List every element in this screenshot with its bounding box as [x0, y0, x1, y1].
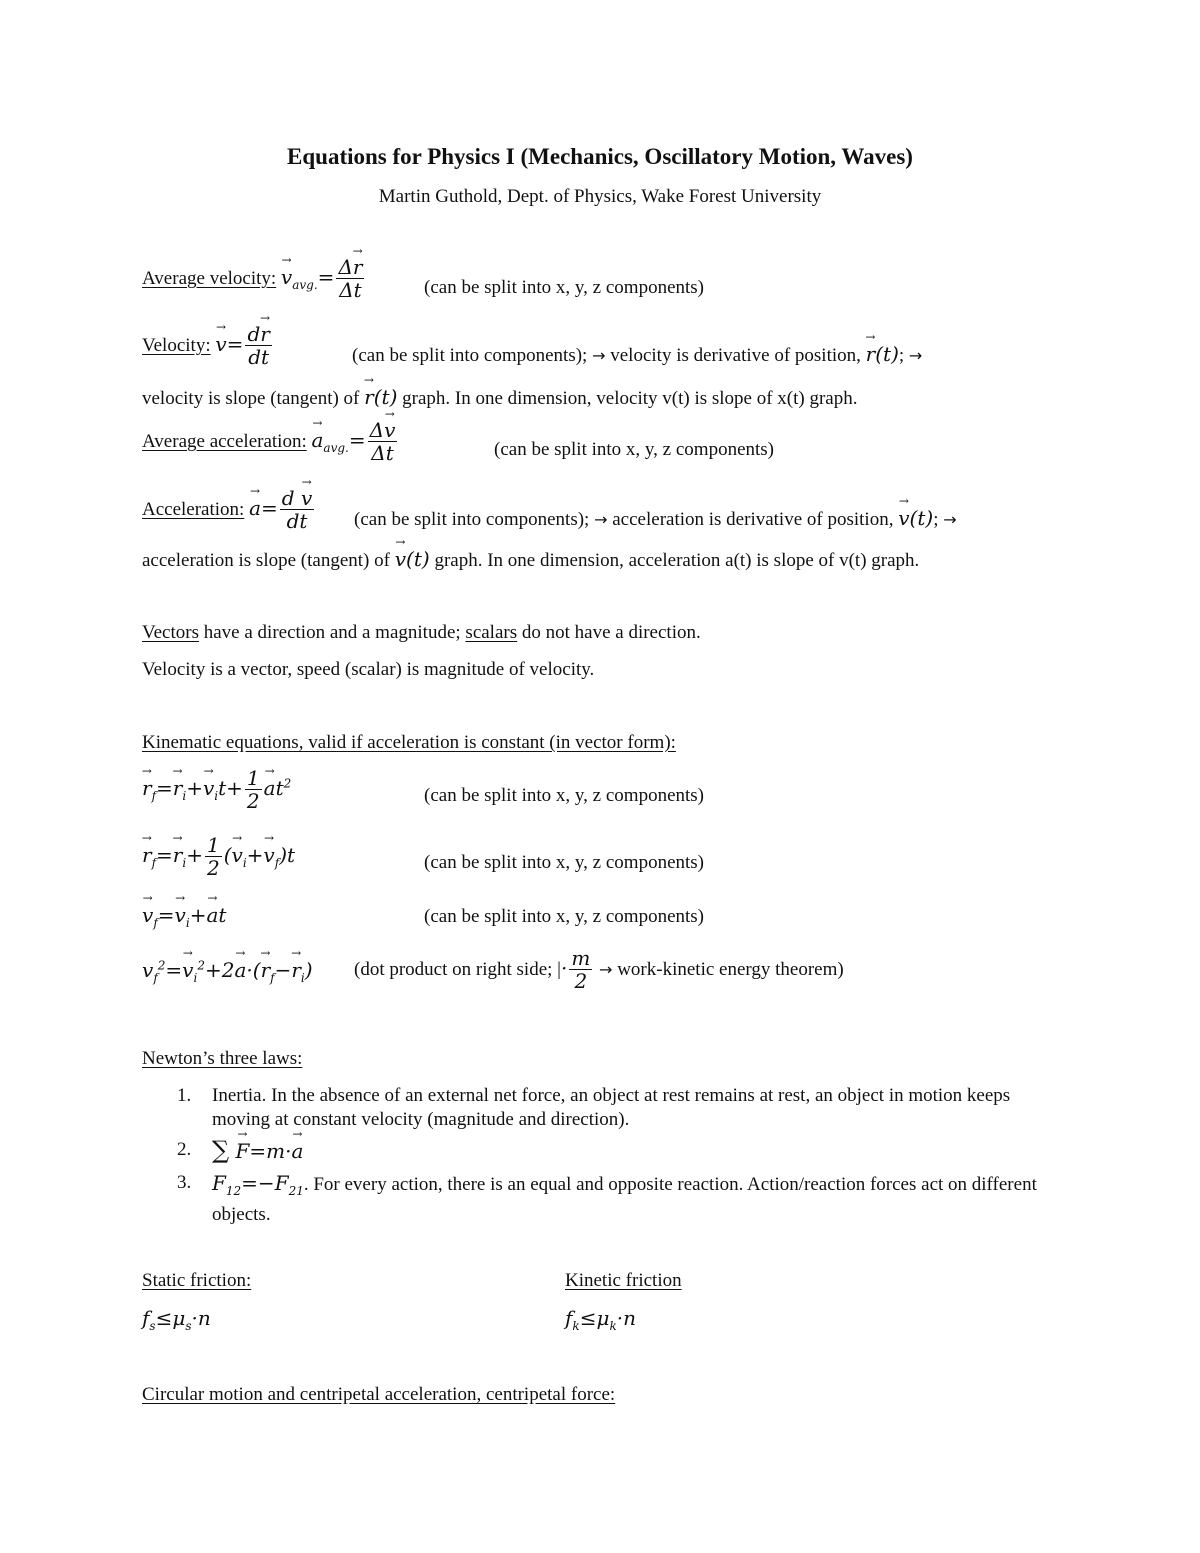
static-friction-formula: $f_s\le\mu_s\cdot n$ — [142, 1306, 211, 1333]
acceleration-note: (can be split into components); — [354, 509, 590, 530]
velocity-note-row: (can be split into components); → velocity is derivative of position, → r(t); → — [352, 342, 922, 367]
avg-velocity-label: Average velocity: — [142, 268, 277, 289]
vectors-line — [142, 622, 701, 644]
velocity-vector-line: Velocity is a vector, speed (scalar) is magnitude of velocity. — [142, 659, 595, 680]
list-item — [142, 1138, 1062, 1165]
kinematic-eq-2: → $r_f=\to r_i+$ $\frac{1}{2}$ (→ $v_i+\to v_f)t$ — [142, 834, 295, 879]
velocity-row — [142, 323, 274, 368]
kinetic-friction-label: Kinetic friction — [565, 1270, 682, 1291]
avg-acceleration-note: (can be split into x, y, z components) — [494, 439, 775, 460]
kinematic-eq-4: $v_f^2=\to v_i^2+2\to a\cdot(\to r_f-\to r_i)$ — [142, 958, 313, 985]
page-title: Equations for Physics I (Mechanics, Oscillatory Motion, Waves) — [287, 144, 913, 169]
acceleration-line2-a: acceleration is slope (tangent) of — [142, 550, 390, 571]
acceleration-label: Acceleration: — [142, 499, 245, 520]
right-arrow-icon: → — [594, 510, 608, 529]
law-number: 1. — [177, 1085, 192, 1106]
newton-third-law-formula: $F_{12}=-F_{21}$ — [212, 1171, 304, 1198]
avg-velocity-note: (can be split into x, y, z components) — [424, 277, 705, 298]
vectors-rest2: do not have a direction. — [517, 622, 701, 643]
static-friction-label: Static friction: — [142, 1270, 252, 1291]
vectors-rest1: have a direction and a magnitude; — [198, 622, 466, 643]
law-number: 2. — [177, 1139, 192, 1160]
dot-note: (dot product on right side; | — [354, 959, 561, 980]
right-arrow-icon: → — [599, 960, 613, 979]
velocity-line2: velocity is slope (tangent) of → r(t) graph. In one dimension, velocity v(t) is slope of x(t) graph. — [142, 385, 858, 410]
scalars-word: scalars — [465, 622, 518, 643]
velocity-note: (can be split into components); — [352, 345, 588, 366]
velocity-line2-b: graph. In one dimension, velocity v(t) is slope of x(t) graph. — [402, 388, 858, 409]
right-arrow-icon: → — [943, 510, 957, 529]
kinematic-eq-3-note: (can be split into x, y, z components) — [424, 906, 705, 927]
velocity-line2-a: velocity is slope (tangent) of — [142, 388, 360, 409]
avg-velocity-row — [142, 256, 366, 301]
kinematics-heading: Kinematic equations, valid if acceleration is constant (in vector form): — [142, 732, 676, 753]
velocity-formula: → v= $\frac{d\to r}{dt}$ — [215, 332, 273, 356]
kinematic-eq-2-note: (can be split into x, y, z components) — [424, 852, 705, 873]
kinetic-friction-formula: $f_k\le\mu_k\cdot n$ — [565, 1306, 636, 1333]
kinematic-eq-3: → $v_f=\to v_i+\to$ at — [142, 903, 226, 930]
acceleration-note-row: (can be split into components); → acceleration is derivative of position, → v(t); → — [354, 506, 957, 531]
avg-acceleration-row — [142, 419, 399, 464]
vectors-word: Vectors — [142, 622, 199, 643]
right-arrow-icon: → — [592, 346, 606, 365]
acceleration-line2: acceleration is slope (tangent) of → v(t) graph. In one dimension, acceleration a(t) is slope of v(t) graph. — [142, 547, 919, 572]
acceleration-row — [142, 487, 316, 532]
dot-note-2: work-kinetic energy theorem) — [617, 959, 844, 980]
list-item — [142, 1084, 1062, 1132]
list-item — [142, 1171, 1062, 1227]
kinematic-eq-1-note: (can be split into x, y, z components) — [424, 785, 705, 806]
newton-laws-list — [142, 1084, 1062, 1227]
law-number: 3. — [177, 1172, 192, 1193]
law-text: Inertia. In the absence of an external net force, an object at rest remains at rest, an object in motion keeps moving at constant velocity (magnitude and direction). — [212, 1085, 1011, 1130]
law-text: . For every action, there is an equal and opposite reaction. Action/reaction forces act on different objects. — [212, 1174, 1037, 1225]
avg-velocity-formula: → $v_{avg.}=$ $\frac{\Delta\to r}{\Delta t}$ — [281, 265, 367, 289]
velocity-label: Velocity: — [142, 335, 211, 356]
acceleration-deriv-text: acceleration is derivative of position, — [612, 509, 894, 530]
newton-heading: Newton’s three laws: — [142, 1048, 303, 1069]
avg-acceleration-formula: → $a_{avg.}=$ $\frac{\Delta\to v}{\Delta t}$ — [311, 428, 399, 452]
acceleration-formula: → a= $\frac{d \to v}{dt}$ — [249, 496, 316, 520]
velocity-deriv-text: velocity is derivative of position, — [610, 345, 861, 366]
acceleration-line2-b: graph. In one dimension, acceleration a(t) is slope of v(t) graph. — [434, 550, 920, 571]
right-arrow-icon: → — [908, 346, 923, 365]
avg-acceleration-label: Average acceleration: — [142, 431, 307, 452]
author-line: Martin Guthold, Dept. of Physics, Wake Forest University — [378, 186, 822, 207]
kinematic-eq-4-note: (dot product on right side; |· $\frac{m}{2}$ → work-kinetic energy theorem) — [354, 946, 844, 993]
newton-second-law-formula: ∑ → F=m·→ a — [212, 1139, 303, 1163]
circular-heading: Circular motion and centripetal acceleration, centripetal force: — [142, 1384, 616, 1405]
kinematic-eq-1: → $r_f=\to r_i+\to v_it+$ $\frac{1}{2}$ → $at^2$ — [142, 767, 291, 812]
